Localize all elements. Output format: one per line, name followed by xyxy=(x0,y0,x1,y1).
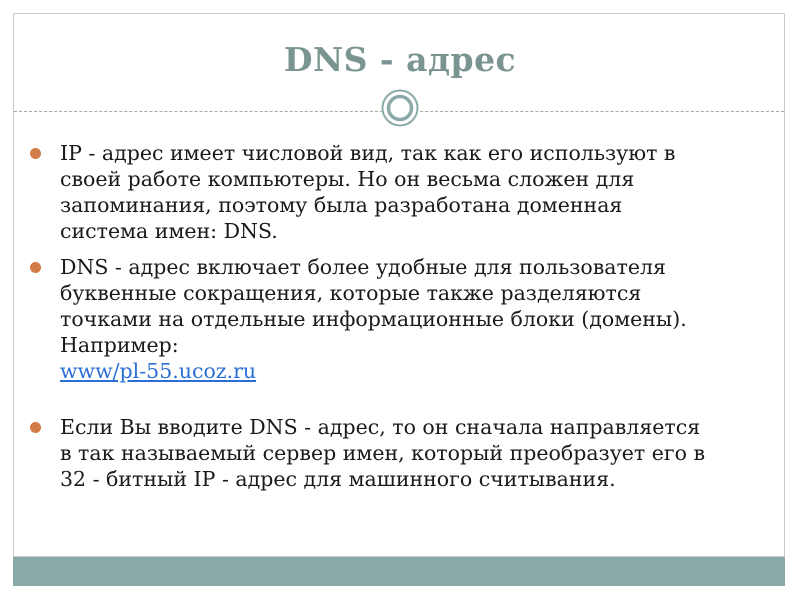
bullet-text-line: 32 - битный IP - адрес для машинного считывания. xyxy=(60,467,616,491)
slide-title: DNS - адрес xyxy=(283,40,517,79)
bullet-text-line: в так называемый сервер имен, который преобразует его в xyxy=(60,441,706,465)
bullet-text-line: DNS - адрес включает более удобные для пользователя xyxy=(60,255,666,279)
circle-ornament-icon xyxy=(381,89,419,127)
bullet-text-line: Например: xyxy=(60,333,179,357)
bullet-text-line: буквенные сокращения, которые также разделяются xyxy=(60,281,642,305)
bullet-text-line: запоминания, поэтому была разработана доменная xyxy=(60,193,623,217)
bullet-item xyxy=(30,414,775,492)
bullet-text-line: система имен: DNS. xyxy=(60,219,278,243)
example-link-line xyxy=(60,358,775,384)
bullet-text-line: Если Вы вводите DNS - адрес, то он сначала направляется xyxy=(60,415,701,439)
bullet-dot-icon xyxy=(30,262,41,273)
bullet-item xyxy=(30,254,775,384)
bullet-dot-icon xyxy=(30,422,41,433)
bullet-dot-icon xyxy=(30,148,41,159)
footer-bar xyxy=(13,557,785,586)
bullet-list xyxy=(30,140,775,502)
bullet-text-line: IP - адрес имеет числовой вид, так как его используют в xyxy=(60,141,676,165)
example-link[interactable]: www/pl-55.ucoz.ru xyxy=(60,359,257,383)
bullet-text-line: своей работе компьютеры. Но он весьма сложен для xyxy=(60,167,635,191)
bullet-item xyxy=(30,140,775,244)
bullet-text-line: точками на отдельные информационные блоки (домены). xyxy=(60,307,687,331)
